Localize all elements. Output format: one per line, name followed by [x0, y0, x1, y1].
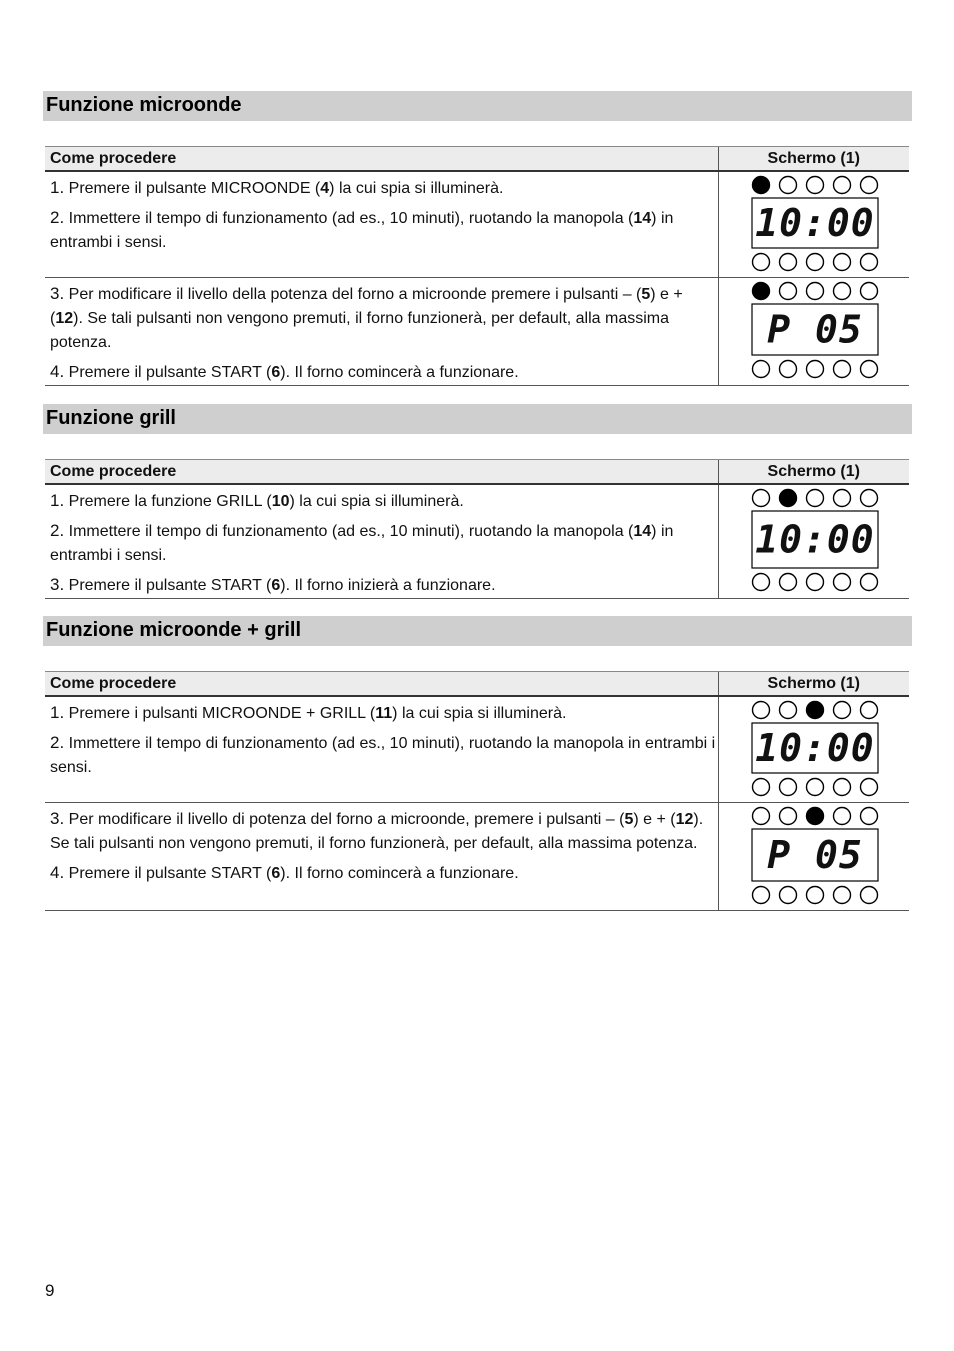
step-number: 2. [50, 208, 65, 227]
step-number: 4. [50, 362, 65, 381]
reference-number: 5 [624, 811, 634, 828]
indicator-led-off [833, 808, 850, 825]
step-text: ). Il forno inizierà a funzionare. [280, 577, 496, 594]
indicator-led-on [752, 177, 769, 194]
oven-display-diagram [719, 697, 909, 802]
screen-cell [718, 171, 909, 278]
reference-number: 11 [375, 705, 393, 722]
indicator-led-off [752, 887, 769, 904]
indicator-led-off [833, 254, 850, 271]
indicator-led-off [752, 808, 769, 825]
indicator-led-on [806, 808, 823, 825]
oven-display-diagram [719, 485, 909, 597]
indicator-led-off [833, 702, 850, 719]
indicator-led-off [806, 361, 823, 378]
step-text: Per modificare il livello di potenza del forno a microonde, premere i pulsanti – ( [68, 811, 625, 828]
indicator-led-off [779, 779, 796, 796]
procedure-cell [45, 171, 718, 278]
step-text: ). Se tali pulsanti non vengono premuti, il forno funzionerà, per default, alla massima potenza. [50, 811, 704, 852]
step-item [45, 176, 718, 201]
procedure-cell [45, 278, 718, 386]
reference-number: 4 [320, 180, 330, 197]
indicator-led-off [833, 887, 850, 904]
screen-cell [718, 278, 909, 386]
step-item [45, 807, 718, 856]
indicator-led-off [860, 808, 877, 825]
indicator-led-off [806, 283, 823, 300]
indicator-led-off [860, 177, 877, 194]
step-text: ) e + ( [50, 286, 683, 327]
step-number: 3. [50, 809, 65, 828]
step-text: ) e + ( [633, 811, 676, 828]
indicator-led-off [833, 177, 850, 194]
oven-display-diagram [719, 172, 909, 277]
reference-number: 14 [633, 210, 652, 227]
indicator-led-off [860, 361, 877, 378]
indicator-led-off [752, 779, 769, 796]
step-item [45, 701, 718, 726]
reference-number: 5 [641, 286, 651, 303]
column-header-procedure: Come procedere [45, 147, 718, 172]
screen-cell [718, 803, 909, 911]
step-number: 3. [50, 575, 65, 594]
column-header-procedure: Come procedere [45, 460, 718, 485]
step-item [45, 206, 718, 255]
step-item [45, 519, 718, 568]
lcd-readout: 10:00 [755, 517, 875, 562]
section-header [43, 616, 912, 646]
procedure-cell [45, 696, 718, 803]
reference-number: 14 [633, 523, 652, 540]
indicator-led-off [752, 490, 769, 507]
indicator-led-on [779, 490, 796, 507]
oven-display-diagram [719, 278, 909, 384]
step-text: Premere i pulsanti MICROONDE + GRILL ( [68, 705, 376, 722]
step-text: ) in entrambi i sensi. [50, 210, 674, 251]
section-title: Funzione grill [46, 407, 176, 429]
step-item [45, 282, 718, 355]
indicator-led-off [806, 887, 823, 904]
step-text: Per modificare il livello della potenza del forno a microonde premere i pulsanti – ( [68, 286, 642, 303]
indicator-led-off [806, 177, 823, 194]
indicator-led-off [779, 254, 796, 271]
reference-number: 6 [271, 577, 281, 594]
column-header-procedure: Come procedere [45, 672, 718, 697]
lcd-readout: 10:00 [755, 201, 875, 245]
step-text: Premere il pulsante START ( [68, 865, 272, 882]
screen-cell [718, 696, 909, 803]
step-text: ) la cui spia si illuminerà. [289, 493, 464, 510]
section-title: Funzione microonde [46, 94, 242, 116]
indicator-led-off [779, 702, 796, 719]
step-item [45, 731, 718, 780]
procedure-cell [45, 803, 718, 911]
reference-number: 12 [55, 310, 74, 327]
indicator-led-off [860, 283, 877, 300]
indicator-led-off [806, 254, 823, 271]
step-number: 4. [50, 863, 65, 882]
step-text: ) in entrambi i sensi. [50, 523, 674, 564]
table-row [45, 484, 909, 599]
reference-number: 12 [675, 811, 694, 828]
table-row [45, 171, 909, 278]
reference-number: 6 [271, 865, 281, 882]
indicator-led-off [860, 702, 877, 719]
procedure-table [45, 671, 909, 911]
indicator-led-off [833, 779, 850, 796]
column-header-screen: Schermo (1) [718, 672, 909, 697]
column-header-screen: Schermo (1) [718, 147, 909, 172]
step-text: ). Il forno comincerà a funzionare. [280, 364, 519, 381]
step-number: 1. [50, 703, 65, 722]
indicator-led-off [860, 574, 877, 591]
lcd-readout: P 05 [766, 833, 863, 877]
step-number: 3. [50, 284, 65, 303]
oven-display-diagram [719, 803, 909, 910]
indicator-led-off [806, 779, 823, 796]
lcd-readout: 10:00 [755, 726, 875, 770]
screen-cell [718, 484, 909, 599]
page-number: 9 [45, 1281, 55, 1300]
table-row [45, 278, 909, 386]
indicator-led-on [752, 283, 769, 300]
indicator-led-off [779, 177, 796, 194]
indicator-led-off [779, 283, 796, 300]
indicator-led-off [779, 808, 796, 825]
reference-number: 6 [271, 364, 281, 381]
step-text: ). Il forno comincerà a funzionare. [280, 865, 519, 882]
indicator-led-off [779, 574, 796, 591]
indicator-led-on [806, 702, 823, 719]
section-header [43, 404, 912, 434]
step-number: 2. [50, 733, 65, 752]
indicator-led-off [833, 490, 850, 507]
indicator-led-off [833, 574, 850, 591]
step-number: 2. [50, 521, 65, 540]
indicator-led-off [860, 887, 877, 904]
indicator-led-off [779, 361, 796, 378]
column-header-screen: Schermo (1) [718, 460, 909, 485]
indicator-led-off [752, 254, 769, 271]
step-item [45, 360, 718, 385]
step-text: Immettere il tempo di funzionamento (ad es., 10 minuti), ruotando la manopola ( [68, 523, 634, 540]
indicator-led-off [860, 490, 877, 507]
step-text: Premere il pulsante START ( [68, 364, 272, 381]
indicator-led-off [860, 779, 877, 796]
step-text: Premere la funzione GRILL ( [68, 493, 272, 510]
section-header [43, 91, 912, 121]
indicator-led-off [752, 361, 769, 378]
step-text: Premere il pulsante START ( [68, 577, 272, 594]
procedure-cell [45, 484, 718, 599]
procedure-table [45, 146, 909, 386]
step-item [45, 489, 718, 514]
step-text: Immettere il tempo di funzionamento (ad es., 10 minuti), ruotando la manopola in entrambi i sensi. [50, 735, 716, 776]
indicator-led-off [752, 574, 769, 591]
step-text: Immettere il tempo di funzionamento (ad es., 10 minuti), ruotando la manopola ( [68, 210, 634, 227]
step-text: Premere il pulsante MICROONDE ( [68, 180, 321, 197]
procedure-table [45, 459, 909, 599]
lcd-readout: P 05 [766, 307, 863, 352]
step-item [45, 861, 718, 886]
indicator-led-off [833, 361, 850, 378]
step-text: ) la cui spia si illuminerà. [329, 180, 504, 197]
step-number: 1. [50, 491, 65, 510]
section-title: Funzione microonde + grill [46, 619, 302, 641]
indicator-led-off [806, 574, 823, 591]
step-text: ). Se tali pulsanti non vengono premuti, il forno funzionerà, per default, alla massima potenza. [50, 310, 670, 351]
indicator-led-off [806, 490, 823, 507]
step-item [45, 573, 718, 598]
reference-number: 10 [271, 493, 290, 510]
table-row [45, 696, 909, 803]
step-number: 1. [50, 178, 65, 197]
indicator-led-off [833, 283, 850, 300]
indicator-led-off [752, 702, 769, 719]
step-text: ) la cui spia si illuminerà. [392, 705, 567, 722]
table-row [45, 803, 909, 911]
indicator-led-off [860, 254, 877, 271]
indicator-led-off [779, 887, 796, 904]
